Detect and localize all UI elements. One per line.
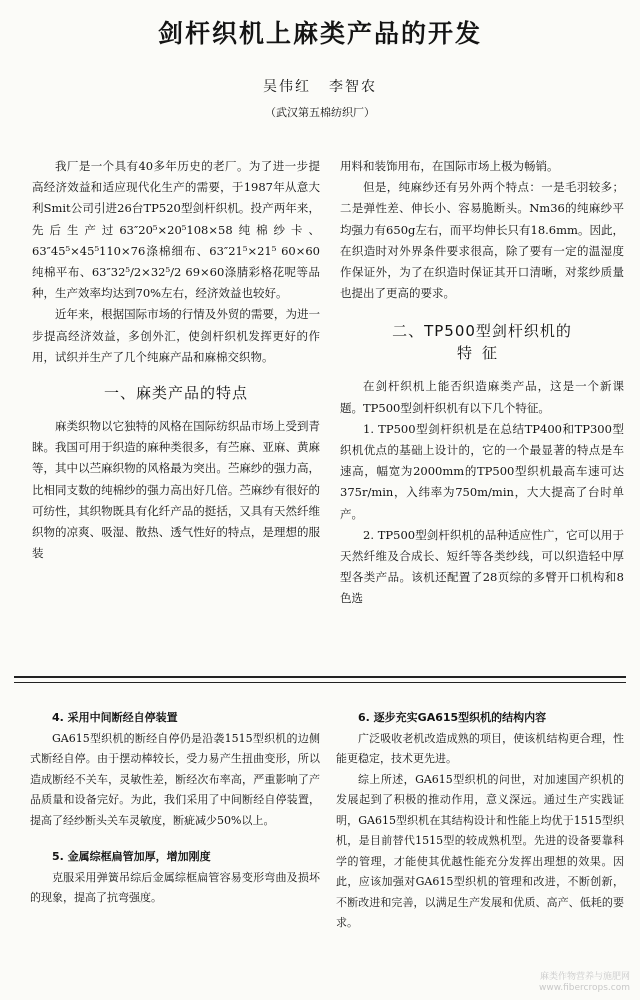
body-paragraph: GA615型织机的断经自停仍是沿袭1515型织机的边侧式断经自停。由于摆动棒较长，受力易产生扭曲变形，所以造成断经不关车，灵敏性差，断经次布率高，严重影响了产品质量和设备完好。为此，我们采用了中间断经自停装置，提高了经纱断头关车灵敏度，断疵减少50%以上。 xyxy=(30,731,320,827)
site-watermark xyxy=(539,972,630,994)
watermark-line: www.fibercrops.com xyxy=(539,983,630,993)
body-paragraph: 广泛吸收老机改造成熟的项目，使该机结构更合理，性能更稳定，技术更先进。 xyxy=(336,731,624,765)
body-paragraph: 综上所述，GA615型织机的问世，对加速国产织机的发展起到了积极的推动作用，意义深远。通过生产实践证明，GA615型织机在其结构设计和性能上均优于1515型织机，是目前替代1515型的较成熟机型。先进的设备要靠科学的管理，才能使其优越性能充分发挥出理想的效果。因此，应该加强对GA615型织机的管理和改进，不断创新，不断改进和完善，以满足生产发展和优质、高产、低耗的要求。 xyxy=(336,772,624,929)
body-paragraph: 克服采用弹簧吊综后金属综框扁管容易变形弯曲及损坏的现象，提高了抗弯强度。 xyxy=(30,870,320,904)
author-name: 吴伟红 xyxy=(263,79,311,95)
section-heading xyxy=(340,320,624,364)
subsection-heading: 4. 采用中间断经自停装置 xyxy=(52,711,178,724)
left-column xyxy=(32,156,320,564)
section-heading-line: 二、TP500型剑杆织机的 xyxy=(392,322,572,341)
subsection-heading: 6. 逐步充实GA615型织机的结构内容 xyxy=(358,711,547,724)
subsection-heading: 5. 金属综框扁管加厚，增加刚度 xyxy=(52,850,211,863)
page-divider xyxy=(14,676,626,683)
author-line xyxy=(0,76,640,96)
bottom-left-column xyxy=(30,708,320,909)
body-paragraph: 1. TP500型剑杆织机是在总结TP400和TP300型织机优点的基础上设计的，它的一个最显著的特点是车速高，幅宽为2000mm的TP500型织机最高车速可达375r/min，入纬率为750m/min，大大提高了台时单产。 xyxy=(340,421,624,521)
body-paragraph: 用料和装饰用布，在国际市场上极为畅销。 xyxy=(340,159,559,173)
body-paragraph: 麻类织物以它独特的风格在国际纺织品市场上受到青睐。我国可用于织造的麻种类很多，有苎麻、亚麻、黄麻等，其中以苎麻织物的风格最为突出。苎麻纱的强力高，比相同支数的纯棉纱的强力高出好几倍。苎麻纱有很好的可纺性，其织物既具有化纤产品的挺括，又具有天然纤维织物的凉爽、吸湿、散热、透气性好的特点，是理想的服装 xyxy=(32,419,320,561)
body-paragraph: 在剑杆织机上能否织造麻类产品，这是一个新课题。TP500型剑杆织机有以下几个特征。 xyxy=(340,379,624,415)
bottom-right-column xyxy=(336,708,624,934)
section-heading-line: 特征 xyxy=(456,344,507,363)
body-paragraph: 2. TP500型剑杆织机的品种适应性广，它可以用于天然纤维及合成长、短纤等各类纱线，可以织造轻中厚型各类产品。该机还配置了28页综的多臂开口机构和8色选 xyxy=(340,527,624,606)
affiliation: （武汉第五棉纺织厂） xyxy=(265,106,375,119)
author-name: 李智农 xyxy=(329,79,377,95)
body-paragraph: 近年来，根据国际市场的行情及外贸的需要，为进一步提高经济效益，多创外汇，使剑杆织机发挥更好的作用，试织并生产了几个纯麻产品和麻棉交织物。 xyxy=(32,307,320,364)
body-paragraph: 我厂是一个具有40多年历史的老厂。为了进一步提高经济效益和适应现代化生产的需要，于1987年从意大利Smit公司引进26台TP520型剑杆织机。投产两年来，先后生产过63″20⁵×20⁵108×58纯棉纱卡、63″45⁵×45⁵110×76涤棉细布、63″21⁵×21⁵ 60×60纯棉平布、63″32⁵/2×32⁵/2 69×60涤腈彩格花呢等品种，生产效率均达到70%左右，经济效益也较好。 xyxy=(32,159,320,301)
watermark-line: 麻类作物营养与施肥网 xyxy=(539,972,630,982)
article-title: 剑杆织机上麻类产品的开发 xyxy=(157,19,482,48)
right-column xyxy=(340,156,624,610)
section-heading: 一、麻类产品的特点 xyxy=(103,384,248,403)
body-paragraph: 但是，纯麻纱还有另外两个特点：一是毛羽较多；二是弹性差、伸长小、容易脆断头。Nm36的纯麻纱平均强力有650g左右，而平均伸长只有18.6mm。因此，在织造时对外界条件要求很高，除了要有一定的温湿度作保证外，为了在织造时保证其开口清晰，对浆纱质量也提出了更高的要求。 xyxy=(340,180,624,301)
